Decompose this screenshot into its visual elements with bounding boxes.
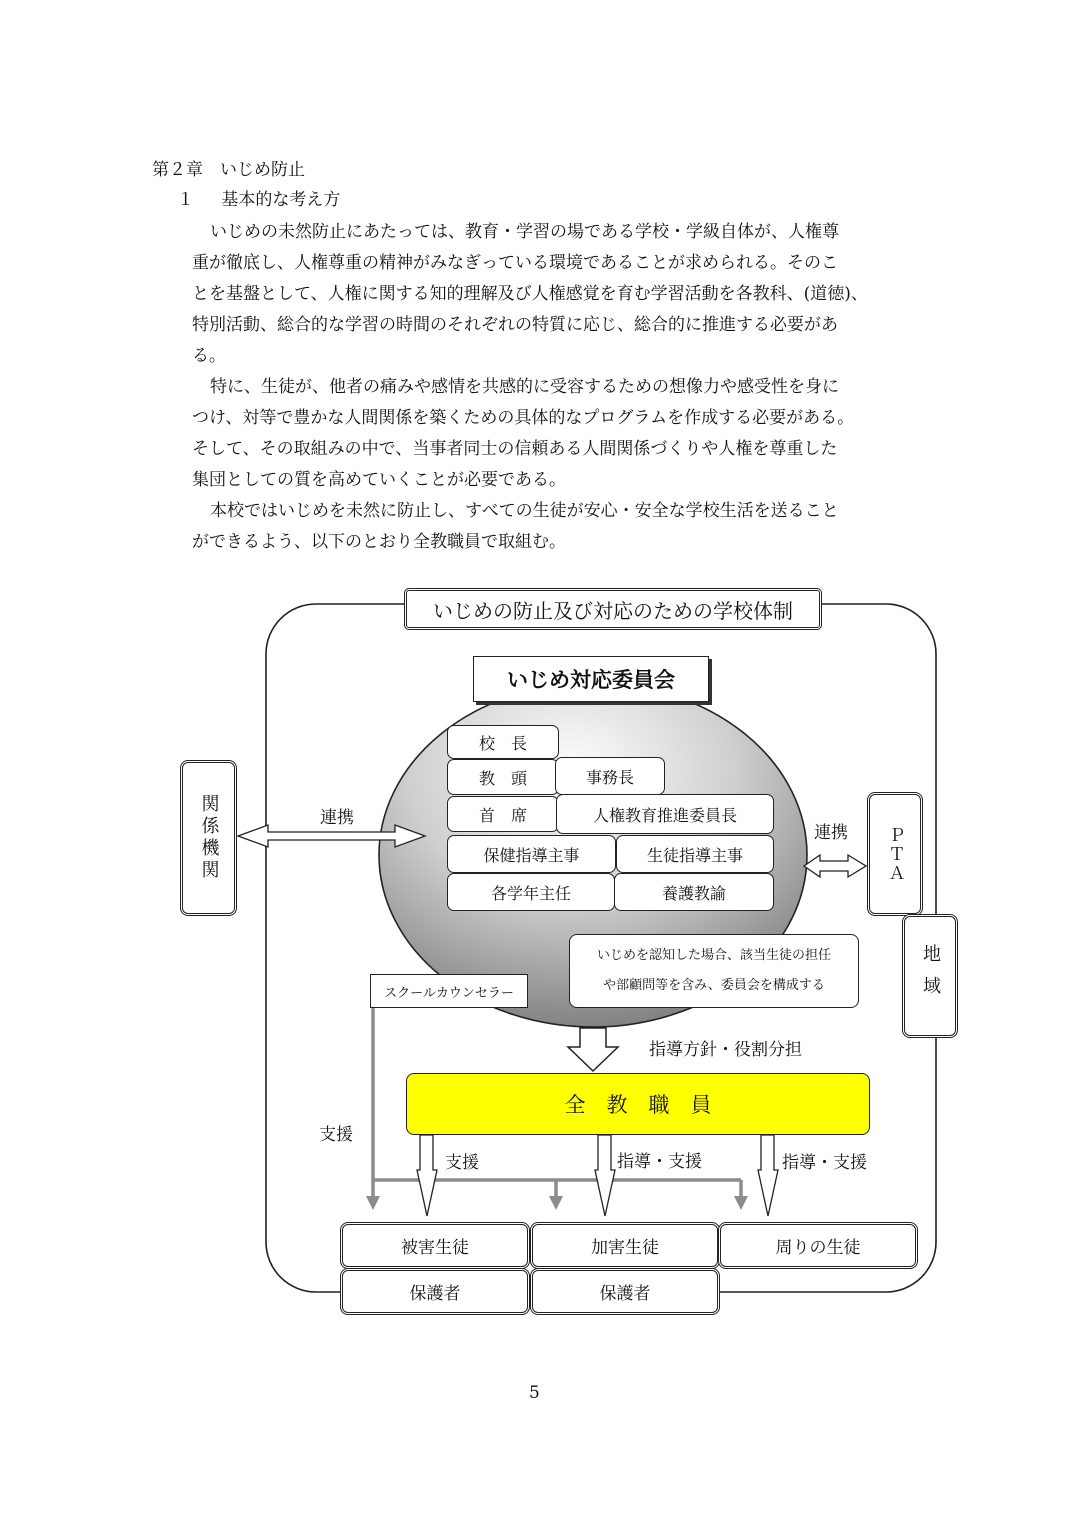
policy-label: 指導方針・役割分担 [649, 1040, 802, 1060]
member-health-guidance: 保健指導主事 [447, 835, 616, 873]
support-label: 支援 [445, 1153, 479, 1173]
member-principal: 校 長 [447, 725, 559, 759]
link-arrow-right [804, 855, 866, 877]
committee-note [569, 934, 859, 1008]
bystanders-box: 周りの生徒 [718, 1222, 918, 1269]
victim-guardian-box: 保護者 [340, 1268, 530, 1315]
paragraph-line: 重が徹底し、人権尊重の精神がみなぎっている環境であることが求められる。そのこ [192, 253, 838, 273]
perpetrator-box: 加害生徒 [530, 1222, 720, 1269]
diagram-title: いじめの防止及び対応のための学校体制 [404, 588, 822, 630]
support-arrow [417, 1135, 437, 1216]
support-arrow [758, 1135, 778, 1216]
paragraph-line: とを基盤として、人権に関する知的理解及び人権感覚を育む学習活動を各教科、(道徳)、 [192, 284, 868, 304]
paragraph-line: る。 [192, 346, 226, 366]
school-counselor-box: スクールカウンセラー [370, 974, 528, 1008]
paragraph-line: いじめの未然防止にあたっては、教育・学習の場である学校・学級自体が、人権尊 [210, 222, 839, 242]
committee-title: いじめ対応委員会 [473, 656, 709, 702]
member-office-chief: 事務長 [555, 757, 665, 795]
link-label-right: 連携 [814, 823, 848, 843]
paragraph-line: 本校ではいじめを未然に防止し、すべての生徒が安心・安全な学校生活を送ること [210, 501, 839, 521]
link-arrow-left [238, 825, 425, 847]
support-label-left: 支援 [319, 1125, 353, 1145]
paragraph-line: 集団としての質を高めていくことが必要である。 [192, 470, 566, 490]
link-label-left: 連携 [320, 808, 354, 828]
member-nurse-teacher: 養護教諭 [614, 873, 774, 911]
committee-note-line: いじめを認知した場合、該当生徒の担任 [596, 948, 831, 963]
gray-arrowhead [734, 1196, 748, 1210]
support-label: 指導・支援 [617, 1152, 702, 1172]
member-human-rights-chair: 人権教育推進委員長 [556, 794, 774, 834]
perpetrator-guardian-box: 保護者 [530, 1268, 720, 1315]
paragraph-line: 特に、生徒が、他者の痛みや感情を共感的に受容するための想像力や感受性を身に [210, 377, 839, 397]
paragraph-line: つけ、対等で豊かな人間関係を築くための具体的なプログラムを作成する必要がある。 [192, 408, 855, 428]
section-title: 基本的な考え方 [221, 190, 341, 210]
all-staff-box: 全 教 職 員 [406, 1073, 870, 1135]
related-agencies-box: 関係機関 [180, 760, 237, 916]
section-number: １ [177, 190, 194, 210]
paragraph-line: そして、その取組みの中で、当事者同士の信頼ある人間関係づくりや人権を尊重した [192, 439, 838, 459]
victim-box: 被害生徒 [340, 1222, 530, 1269]
paragraph-line: ができるよう、以下のとおり全教職員で取組む。 [192, 532, 566, 552]
pta-box: ＰＴＡ [867, 792, 923, 916]
support-label: 指導・支援 [782, 1153, 867, 1173]
chapter-heading: 第２章 いじめ防止 [152, 160, 305, 180]
support-arrow [595, 1135, 615, 1216]
paragraph-line: 特別活動、総合的な学習の時間のそれぞれの特質に応じ、総合的に推進する必要があ [192, 315, 838, 335]
policy-arrow [568, 1028, 618, 1071]
community-box: 地域 [902, 914, 958, 1038]
committee-note-line: や部顧問等を含み、委員会を構成する [603, 978, 825, 993]
member-vice-principal: 教 頭 [447, 759, 559, 795]
gray-arrowhead [549, 1196, 563, 1210]
page-number: 5 [529, 1383, 540, 1403]
member-head-teacher: 首 席 [447, 796, 559, 832]
gray-arrowhead [366, 1196, 380, 1210]
member-grade-heads: 各学年主任 [447, 873, 615, 911]
member-student-guidance: 生徒指導主事 [616, 835, 774, 873]
